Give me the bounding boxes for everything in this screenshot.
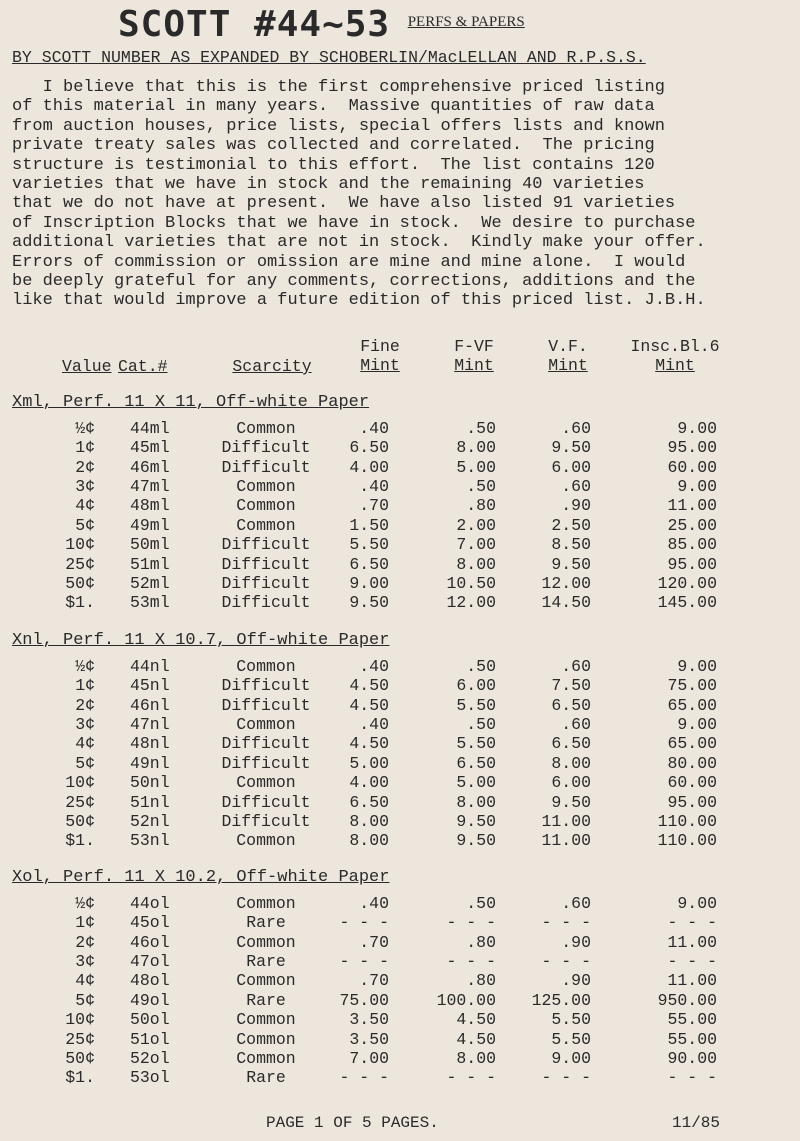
- vf-mint-cell: 6.50: [551, 734, 591, 754]
- catalog-number-cell: 47ml: [130, 477, 170, 497]
- catalog-number-cell: 49nl: [130, 753, 170, 773]
- fine-mint-cell: 3.50: [349, 1029, 389, 1049]
- value-cell: 2¢: [75, 695, 95, 715]
- value-cell: 5¢: [75, 753, 95, 773]
- catalog-number-cell: 44ml: [130, 419, 170, 438]
- vf-mint-cell: 9.50: [551, 554, 591, 574]
- vf-mint-cell: .60: [561, 419, 591, 438]
- inscription-block-cell: 65.00: [667, 695, 717, 715]
- catalog-number-cell: 44nl: [130, 657, 170, 676]
- intro-line: structure is testimonial to this effort. The list contains 120: [12, 155, 655, 175]
- table-row: [0, 574, 800, 593]
- fvf-mint-cell: 10.50: [446, 573, 496, 593]
- inscription-block-cell: 110.00: [657, 811, 717, 831]
- vf-mint-cell: 14.50: [541, 593, 591, 613]
- fine-mint-cell: .70: [359, 496, 389, 516]
- table-row: [0, 676, 800, 695]
- catalog-number-cell: 49ol: [130, 990, 170, 1010]
- catalog-number-cell: 49ml: [130, 515, 170, 535]
- inscription-block-cell: 11.00: [667, 932, 717, 952]
- page-subtitle: PERFS & PAPERS: [407, 14, 525, 30]
- fine-mint-cell: 4.00: [349, 457, 389, 477]
- value-cell: 1¢: [75, 676, 95, 696]
- scarcity-cell: Common: [236, 1029, 296, 1049]
- value-cell: $1.: [65, 1068, 95, 1088]
- catalog-number-cell: 51ol: [130, 1029, 170, 1049]
- col-header-vf: V.F. Mint: [548, 337, 588, 375]
- scarcity-cell: Common: [236, 477, 296, 497]
- table-row: [0, 734, 800, 753]
- value-cell: 50¢: [65, 811, 95, 831]
- inscription-block-cell: 950.00: [657, 990, 717, 1010]
- fvf-mint-cell: .50: [466, 894, 496, 913]
- col-header-fine: Fine Mint: [360, 337, 400, 375]
- scarcity-cell: Difficult: [221, 792, 311, 812]
- fine-mint-cell: 75.00: [339, 990, 389, 1010]
- value-cell: 4¢: [75, 734, 95, 754]
- table-row: [0, 894, 800, 913]
- fine-mint-cell: 6.50: [349, 438, 389, 458]
- value-cell: 50¢: [65, 1048, 95, 1068]
- vf-mint-cell: .60: [561, 657, 591, 676]
- vf-mint-cell: 7.50: [551, 676, 591, 696]
- fvf-mint-cell: - - -: [446, 952, 496, 971]
- scarcity-cell: Difficult: [221, 734, 311, 754]
- inscription-block-cell: 65.00: [667, 734, 717, 754]
- catalog-number-cell: 50ol: [130, 1010, 170, 1030]
- vf-mint-cell: 125.00: [531, 990, 591, 1010]
- fvf-mint-cell: 9.50: [456, 811, 496, 831]
- fine-mint-cell: 4.50: [349, 695, 389, 715]
- inscription-block-cell: 11.00: [667, 496, 717, 516]
- inscription-block-cell: 9.00: [677, 657, 717, 676]
- vf-mint-cell: 6.50: [551, 695, 591, 715]
- value-cell: $1.: [65, 593, 95, 613]
- table-row: [0, 831, 800, 850]
- catalog-number-cell: 53ml: [130, 593, 170, 613]
- inscription-block-cell: 55.00: [667, 1029, 717, 1049]
- value-cell: ½¢: [75, 894, 95, 913]
- fine-mint-cell: .40: [359, 419, 389, 438]
- value-cell: 2¢: [75, 932, 95, 952]
- scarcity-cell: Difficult: [221, 554, 311, 574]
- inscription-block-cell: 11.00: [667, 971, 717, 991]
- value-cell: 4¢: [75, 496, 95, 516]
- fvf-mint-cell: .50: [466, 419, 496, 438]
- catalog-number-cell: 50ml: [130, 535, 170, 555]
- value-cell: 3¢: [75, 477, 95, 497]
- scarcity-cell: Common: [236, 932, 296, 952]
- value-cell: 10¢: [65, 535, 95, 555]
- fine-mint-cell: .40: [359, 715, 389, 734]
- inscription-block-cell: - - -: [667, 1068, 717, 1088]
- section-title: Xml, Perf. 11 X 11, Off-white Paper: [12, 393, 370, 412]
- value-cell: $1.: [65, 831, 95, 851]
- vf-mint-cell: .60: [561, 715, 591, 734]
- value-cell: 10¢: [65, 773, 95, 793]
- table-row: [0, 754, 800, 773]
- fvf-mint-cell: 8.00: [456, 1048, 496, 1068]
- intro-line: of this material in many years. Massive quantities of raw data: [12, 97, 655, 117]
- fvf-mint-cell: .50: [466, 715, 496, 734]
- vf-mint-cell: 5.50: [551, 1010, 591, 1030]
- scarcity-cell: Common: [236, 773, 296, 793]
- scarcity-cell: Common: [236, 496, 296, 516]
- intro-line: that we do not have at present. We have also listed 91 varieties: [12, 194, 676, 214]
- inscription-block-cell: 95.00: [667, 438, 717, 458]
- scarcity-cell: Rare: [246, 913, 286, 933]
- scarcity-cell: Common: [236, 515, 296, 535]
- vf-mint-cell: 12.00: [541, 573, 591, 593]
- fine-mint-cell: 3.50: [349, 1010, 389, 1030]
- table-row: [0, 1049, 800, 1068]
- vf-mint-cell: .90: [561, 932, 591, 952]
- fvf-mint-cell: .80: [466, 971, 496, 991]
- inscription-block-cell: - - -: [667, 952, 717, 971]
- fine-mint-cell: 9.50: [349, 593, 389, 613]
- inscription-block-cell: 90.00: [667, 1048, 717, 1068]
- scarcity-cell: Difficult: [221, 753, 311, 773]
- inscription-block-cell: 9.00: [677, 419, 717, 438]
- table-row: [0, 535, 800, 554]
- inscription-block-cell: 120.00: [657, 573, 717, 593]
- value-cell: 3¢: [75, 952, 95, 971]
- fine-mint-cell: 4.00: [349, 773, 389, 793]
- fine-mint-cell: 6.50: [349, 792, 389, 812]
- vf-mint-cell: 11.00: [541, 831, 591, 851]
- vf-mint-cell: - - -: [541, 913, 591, 933]
- col-header-scarcity: Scarcity: [232, 357, 312, 376]
- vf-mint-cell: .90: [561, 971, 591, 991]
- section-title: Xol, Perf. 11 X 10.2, Off-white Paper: [12, 868, 390, 887]
- inscription-block-cell: 55.00: [667, 1010, 717, 1030]
- vf-mint-cell: 9.50: [551, 792, 591, 812]
- intro-line: from auction houses, price lists, special offers lists and known: [12, 116, 665, 136]
- byline: BY SCOTT NUMBER AS EXPANDED BY SCHOBERLIN/MacLELLAN AND R.P.S.S.: [12, 48, 646, 67]
- catalog-number-cell: 53ol: [130, 1068, 170, 1088]
- section-title: Xnl, Perf. 11 X 10.7, Off-white Paper: [12, 631, 390, 650]
- fvf-mint-cell: - - -: [446, 1068, 496, 1088]
- inscription-block-cell: 95.00: [667, 792, 717, 812]
- fvf-mint-cell: 8.00: [456, 554, 496, 574]
- inscription-block-cell: 25.00: [667, 515, 717, 535]
- catalog-number-cell: 50nl: [130, 773, 170, 793]
- fine-mint-cell: 5.50: [349, 535, 389, 555]
- inscription-block-cell: 60.00: [667, 457, 717, 477]
- intro-line: like that would improve a future edition of this priced list. J.B.H.: [12, 291, 706, 311]
- catalog-number-cell: 46ol: [130, 932, 170, 952]
- scarcity-cell: Difficult: [221, 438, 311, 458]
- fvf-mint-cell: .80: [466, 496, 496, 516]
- value-cell: 1¢: [75, 438, 95, 458]
- fvf-mint-cell: 8.00: [456, 792, 496, 812]
- vf-mint-cell: 6.00: [551, 457, 591, 477]
- fine-mint-cell: 5.00: [349, 753, 389, 773]
- table-row: [0, 1010, 800, 1029]
- fvf-mint-cell: 8.00: [456, 438, 496, 458]
- scarcity-cell: Difficult: [221, 535, 311, 555]
- fvf-mint-cell: - - -: [446, 913, 496, 933]
- table-row: [0, 812, 800, 831]
- fvf-mint-cell: 9.50: [456, 831, 496, 851]
- table-row: [0, 971, 800, 990]
- intro-line: varieties that we have in stock and the remaining 40 varieties: [12, 175, 645, 195]
- fine-mint-cell: .40: [359, 477, 389, 497]
- catalog-number-cell: 48ol: [130, 971, 170, 991]
- catalog-number-cell: 53nl: [130, 831, 170, 851]
- vf-mint-cell: 2.50: [551, 515, 591, 535]
- scarcity-cell: Difficult: [221, 593, 311, 613]
- scarcity-cell: Common: [236, 1048, 296, 1068]
- fvf-mint-cell: 6.50: [456, 753, 496, 773]
- catalog-number-cell: 45ml: [130, 438, 170, 458]
- fvf-mint-cell: 4.50: [456, 1010, 496, 1030]
- inscription-block-cell: 80.00: [667, 753, 717, 773]
- table-row: [0, 913, 800, 932]
- col-header-cat: Cat.#: [118, 357, 168, 376]
- table-row: [0, 715, 800, 734]
- inscription-block-cell: 145.00: [657, 593, 717, 613]
- scarcity-cell: Common: [236, 971, 296, 991]
- value-cell: 3¢: [75, 715, 95, 734]
- fvf-mint-cell: .80: [466, 932, 496, 952]
- value-cell: ½¢: [75, 657, 95, 676]
- catalog-number-cell: 52ml: [130, 573, 170, 593]
- vf-mint-cell: .90: [561, 496, 591, 516]
- vf-mint-cell: 8.00: [551, 753, 591, 773]
- title-block: [118, 4, 525, 45]
- scarcity-cell: Rare: [246, 990, 286, 1010]
- vf-mint-cell: 9.00: [551, 1048, 591, 1068]
- intro-line: additional varieties that are not in stock. Kindly make your offer.: [12, 233, 706, 253]
- table-row: [0, 793, 800, 812]
- vf-mint-cell: 5.50: [551, 1029, 591, 1049]
- catalog-number-cell: 47nl: [130, 715, 170, 734]
- table-row: [0, 496, 800, 515]
- fine-mint-cell: .70: [359, 932, 389, 952]
- scarcity-cell: Difficult: [221, 457, 311, 477]
- fvf-mint-cell: 6.00: [456, 676, 496, 696]
- table-row: [0, 593, 800, 612]
- fine-mint-cell: 8.00: [349, 811, 389, 831]
- inscription-block-cell: 75.00: [667, 676, 717, 696]
- catalog-number-cell: 52nl: [130, 811, 170, 831]
- intro-line: Errors of commission or omission are mine and mine alone. I would: [12, 252, 686, 272]
- intro-line: be deeply grateful for any comments, corrections, additions and the: [12, 272, 696, 292]
- fvf-mint-cell: 5.50: [456, 695, 496, 715]
- fvf-mint-cell: 5.00: [456, 773, 496, 793]
- fvf-mint-cell: .50: [466, 657, 496, 676]
- scarcity-cell: Rare: [246, 952, 286, 971]
- fine-mint-cell: .40: [359, 894, 389, 913]
- table-row: [0, 1068, 800, 1087]
- value-cell: ½¢: [75, 419, 95, 438]
- inscription-block-cell: 9.00: [677, 715, 717, 734]
- table-row: [0, 516, 800, 535]
- scarcity-cell: Common: [236, 715, 296, 734]
- inscription-block-cell: - - -: [667, 913, 717, 933]
- scarcity-cell: Difficult: [221, 695, 311, 715]
- fine-mint-cell: 1.50: [349, 515, 389, 535]
- catalog-number-cell: 52ol: [130, 1048, 170, 1068]
- list-date: 11/85: [672, 1114, 721, 1132]
- vf-mint-cell: - - -: [541, 952, 591, 971]
- col-header-insc: Insc.Bl.6 Mint: [630, 337, 720, 375]
- scarcity-cell: Common: [236, 894, 296, 913]
- inscription-block-cell: 110.00: [657, 831, 717, 851]
- table-row: [0, 438, 800, 457]
- vf-mint-cell: 8.50: [551, 535, 591, 555]
- inscription-block-cell: 60.00: [667, 773, 717, 793]
- table-row: [0, 933, 800, 952]
- fine-mint-cell: .70: [359, 971, 389, 991]
- intro-line: I believe that this is the first comprehensive priced listing: [12, 78, 665, 97]
- value-cell: 2¢: [75, 457, 95, 477]
- fvf-mint-cell: 5.00: [456, 457, 496, 477]
- value-cell: 5¢: [75, 990, 95, 1010]
- table-row: [0, 555, 800, 574]
- inscription-block-cell: 95.00: [667, 554, 717, 574]
- catalog-number-cell: 45nl: [130, 676, 170, 696]
- scarcity-cell: Common: [236, 419, 296, 438]
- scarcity-cell: Difficult: [221, 811, 311, 831]
- inscription-block-cell: 9.00: [677, 477, 717, 497]
- fvf-mint-cell: 4.50: [456, 1029, 496, 1049]
- intro-line: of Inscription Blocks that we have in stock. We desire to purchase: [12, 213, 696, 233]
- value-cell: 4¢: [75, 971, 95, 991]
- page-number: PAGE 1 OF 5 PAGES.: [266, 1114, 439, 1132]
- table-row: [0, 657, 800, 676]
- col-header-fvf: F-VF Mint: [454, 337, 494, 375]
- catalog-number-cell: 51ml: [130, 554, 170, 574]
- inscription-block-cell: 9.00: [677, 894, 717, 913]
- catalog-number-cell: 44ol: [130, 894, 170, 913]
- vf-mint-cell: .60: [561, 894, 591, 913]
- scarcity-cell: Common: [236, 657, 296, 676]
- scarcity-cell: Difficult: [221, 676, 311, 696]
- value-cell: 50¢: [65, 573, 95, 593]
- fine-mint-cell: 6.50: [349, 554, 389, 574]
- fvf-mint-cell: 2.00: [456, 515, 496, 535]
- fvf-mint-cell: 100.00: [436, 990, 496, 1010]
- value-cell: 10¢: [65, 1010, 95, 1030]
- page-title: SCOTT #44~53: [118, 4, 391, 45]
- table-row: [0, 696, 800, 715]
- fvf-mint-cell: 7.00: [456, 535, 496, 555]
- fine-mint-cell: 7.00: [349, 1048, 389, 1068]
- inscription-block-cell: 85.00: [667, 535, 717, 555]
- table-row: [0, 477, 800, 496]
- table-row: [0, 419, 800, 438]
- scarcity-cell: Difficult: [221, 573, 311, 593]
- table-row: [0, 773, 800, 792]
- vf-mint-cell: - - -: [541, 1068, 591, 1088]
- catalog-number-cell: 45ol: [130, 913, 170, 933]
- scarcity-cell: Common: [236, 1010, 296, 1030]
- table-row: [0, 952, 800, 971]
- fine-mint-cell: - - -: [339, 913, 389, 933]
- scarcity-cell: Rare: [246, 1068, 286, 1088]
- fine-mint-cell: 4.50: [349, 734, 389, 754]
- fine-mint-cell: 8.00: [349, 831, 389, 851]
- catalog-number-cell: 51nl: [130, 792, 170, 812]
- catalog-number-cell: 47ol: [130, 952, 170, 971]
- vf-mint-cell: .60: [561, 477, 591, 497]
- value-cell: 5¢: [75, 515, 95, 535]
- fine-mint-cell: 9.00: [349, 573, 389, 593]
- vf-mint-cell: 6.00: [551, 773, 591, 793]
- intro-paragraph: [12, 78, 797, 311]
- col-header-value: Value: [62, 357, 112, 376]
- catalog-number-cell: 48ml: [130, 496, 170, 516]
- table-row: [0, 1030, 800, 1049]
- value-cell: 25¢: [65, 792, 95, 812]
- vf-mint-cell: 9.50: [551, 438, 591, 458]
- table-row: [0, 991, 800, 1010]
- catalog-number-cell: 46ml: [130, 457, 170, 477]
- fvf-mint-cell: 5.50: [456, 734, 496, 754]
- scarcity-cell: Common: [236, 831, 296, 851]
- fine-mint-cell: .40: [359, 657, 389, 676]
- fvf-mint-cell: .50: [466, 477, 496, 497]
- fine-mint-cell: 4.50: [349, 676, 389, 696]
- fvf-mint-cell: 12.00: [446, 593, 496, 613]
- catalog-number-cell: 48nl: [130, 734, 170, 754]
- value-cell: 1¢: [75, 913, 95, 933]
- value-cell: 25¢: [65, 1029, 95, 1049]
- intro-line: private treaty sales was collected and correlated. The pricing: [12, 136, 655, 156]
- fine-mint-cell: - - -: [339, 952, 389, 971]
- catalog-number-cell: 46nl: [130, 695, 170, 715]
- vf-mint-cell: 11.00: [541, 811, 591, 831]
- fine-mint-cell: - - -: [339, 1068, 389, 1088]
- value-cell: 25¢: [65, 554, 95, 574]
- table-row: [0, 458, 800, 477]
